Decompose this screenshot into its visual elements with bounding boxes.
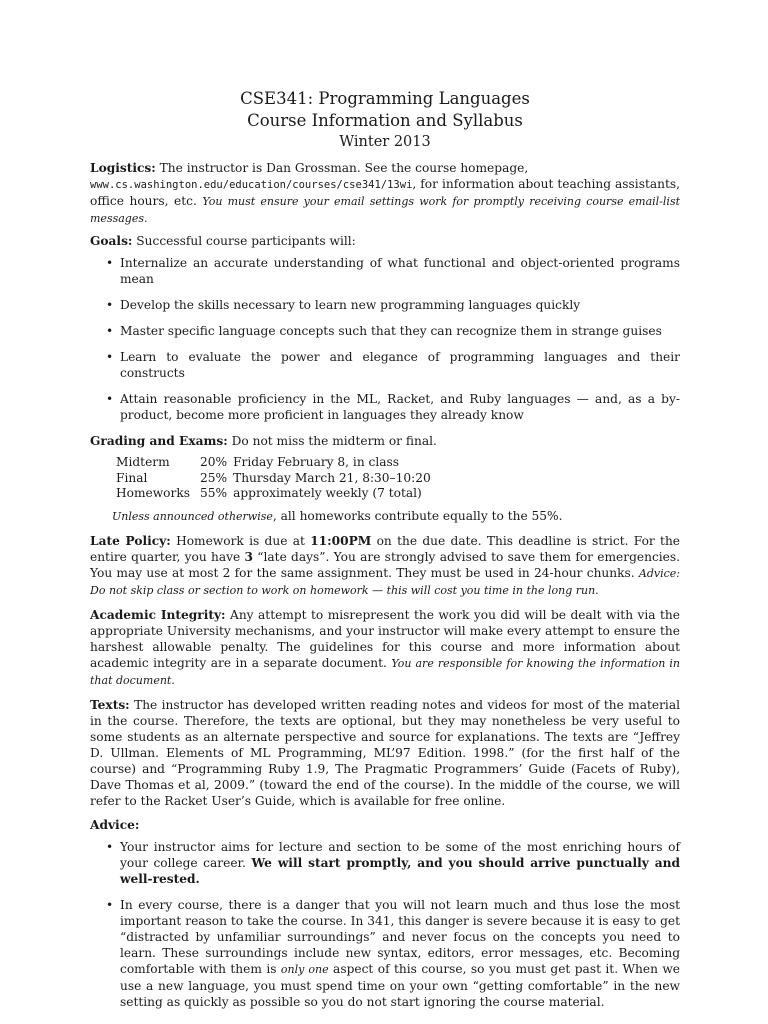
grade-percent: 20% — [199, 455, 228, 469]
late-policy-text-3: “late days”. You are strongly advised to save them for emergencies. You may use at most 2 for the same assignment. They must be used in 24-hour chunks. — [90, 549, 681, 580]
late-policy-heading: Late Policy: — [90, 533, 171, 548]
logistics-text: The instructor is Dan Grossman. See the course homepage, — [155, 161, 529, 175]
table-row — [116, 471, 441, 487]
logistics-text-2: , for information about teaching assistants, office hours, etc. — [90, 177, 680, 208]
grade-name: Homeworks — [116, 486, 190, 500]
advice-heading: Advice: — [90, 817, 140, 832]
goals-section — [90, 233, 680, 249]
advice-section — [90, 817, 680, 833]
course-homepage-link[interactable]: www.cs.washington.edu/education/courses/cse341/13wi — [90, 179, 413, 191]
logistics-section — [90, 160, 680, 227]
advice-text-2: aspect of this course, so you must get past it. When we use a new language, you must spend time on your own “getting comfortable” in the new setting as quickly as possible so you do not start ignoring the course material. — [120, 961, 680, 1009]
list-item: • Develop the skills necessary to learn new programming languages quickly — [106, 297, 680, 313]
integrity-note: You are responsible for knowing the information in that document. — [90, 656, 680, 687]
list-item: • Attain reasonable proficiency in the ML, Racket, and Ruby languages — and, as a by-product, become more proficient in languages they already know — [106, 391, 680, 423]
grading-text: Do not miss the midterm or final. — [227, 434, 437, 448]
texts-text: The instructor has developed written reading notes and videos for most of the material in the course. Therefore, the texts are optional, but they may nonetheless be very useful to some students as an alternate perspective and source for explanations. The texts are “Jeffrey D. Ullman. Elements of ML Programming, ML’97 Edition. 1998.” (for the first half of the course) and “Programming Ruby 1.9, The Pragmatic Programmers’ Guide (Facets of Ruby), Dave Thomas et al, 2009.” (toward the end of the course). In the middle of the course, we will refer to the Racket User’s Guide, which is available for free online. — [90, 697, 680, 808]
integrity-heading: Academic Integrity: — [90, 607, 226, 622]
grading-note — [112, 508, 680, 525]
grade-percent: 25% — [199, 470, 228, 485]
grading-table — [116, 455, 441, 502]
grading-section — [90, 433, 680, 449]
due-time: 11:00PM — [310, 533, 372, 548]
grade-when: Thursday March 21, 8:30–10:20 — [233, 470, 431, 485]
advice-bold: We will start promptly, and you should arrive punctually and well-rested. — [120, 855, 680, 886]
list-item — [106, 839, 680, 887]
term: Winter 2013 — [339, 134, 431, 150]
advice-text: Your instructor aims for lecture and section to be some of the most enriching hours of your college career. — [120, 839, 680, 870]
texts-section — [90, 697, 680, 809]
list-item: • Master specific language concepts such that they can recognize them in strange guises — [106, 323, 680, 339]
goals-heading: Goals: — [90, 234, 133, 248]
grade-name: Final — [116, 470, 148, 485]
late-policy-text: Homework is due at — [170, 533, 311, 548]
grade-percent: 55% — [199, 486, 228, 500]
grading-heading: Grading and Exams: — [90, 434, 228, 448]
table-row — [116, 455, 441, 471]
grading-note-italic: Unless announced otherwise — [112, 509, 273, 523]
list-item — [106, 897, 680, 1010]
goals-list — [90, 255, 680, 423]
late-policy-advice: Advice: Do not skip class or section to work on homework — this will cost you time in the long run. — [90, 566, 680, 597]
logistics-email-note: You must ensure your email settings work for promptly receiving course email-list messages. — [90, 195, 681, 225]
document-title: Course Information and Syllabus — [247, 111, 523, 130]
table-row — [116, 486, 441, 502]
grading-note-text: , all homeworks contribute equally to the 55%. — [272, 508, 563, 523]
late-policy-section — [90, 533, 680, 599]
integrity-section — [90, 607, 680, 689]
document-header — [90, 88, 680, 152]
grade-name: Midterm — [116, 455, 170, 469]
logistics-heading: Logistics: — [90, 161, 156, 175]
advice-italic: only one — [280, 962, 329, 976]
grade-when: Friday February 8, in class — [233, 455, 400, 469]
late-policy-text-2: on the due date. This deadline is strict. For the entire quarter, you have — [90, 533, 681, 564]
advice-text: In every course, there is a danger that you will not learn much and thus lose the most important reason to take the course. In 341, this danger is severe because it is easy to get “distracted by unfamiliar surroundings” and never focus on the concepts you need to learn. These surroundings include new syntax, editors, error messages, etc. Becoming comfortable with them is — [120, 897, 680, 976]
goals-text: Successful course participants will: — [132, 234, 356, 248]
integrity-text: Any attempt to misrepresent the work you did will be dealt with via the appropriate University mechanisms, and your instructor will make every attempt to ensure the harshest allowable penalty. The guidelines for this course and more information about academic integrity are in a separate document. — [90, 607, 680, 670]
texts-heading: Texts: — [90, 697, 130, 712]
list-item: • Learn to evaluate the power and elegance of programming languages and their constructs — [106, 349, 680, 381]
advice-list — [90, 839, 680, 1010]
course-title: CSE341: Programming Languages — [240, 89, 530, 108]
list-item: • Internalize an accurate understanding of what functional and object-oriented programs mean — [106, 255, 680, 287]
late-days-count: 3 — [244, 549, 253, 564]
grade-when: approximately weekly (7 total) — [233, 486, 422, 500]
